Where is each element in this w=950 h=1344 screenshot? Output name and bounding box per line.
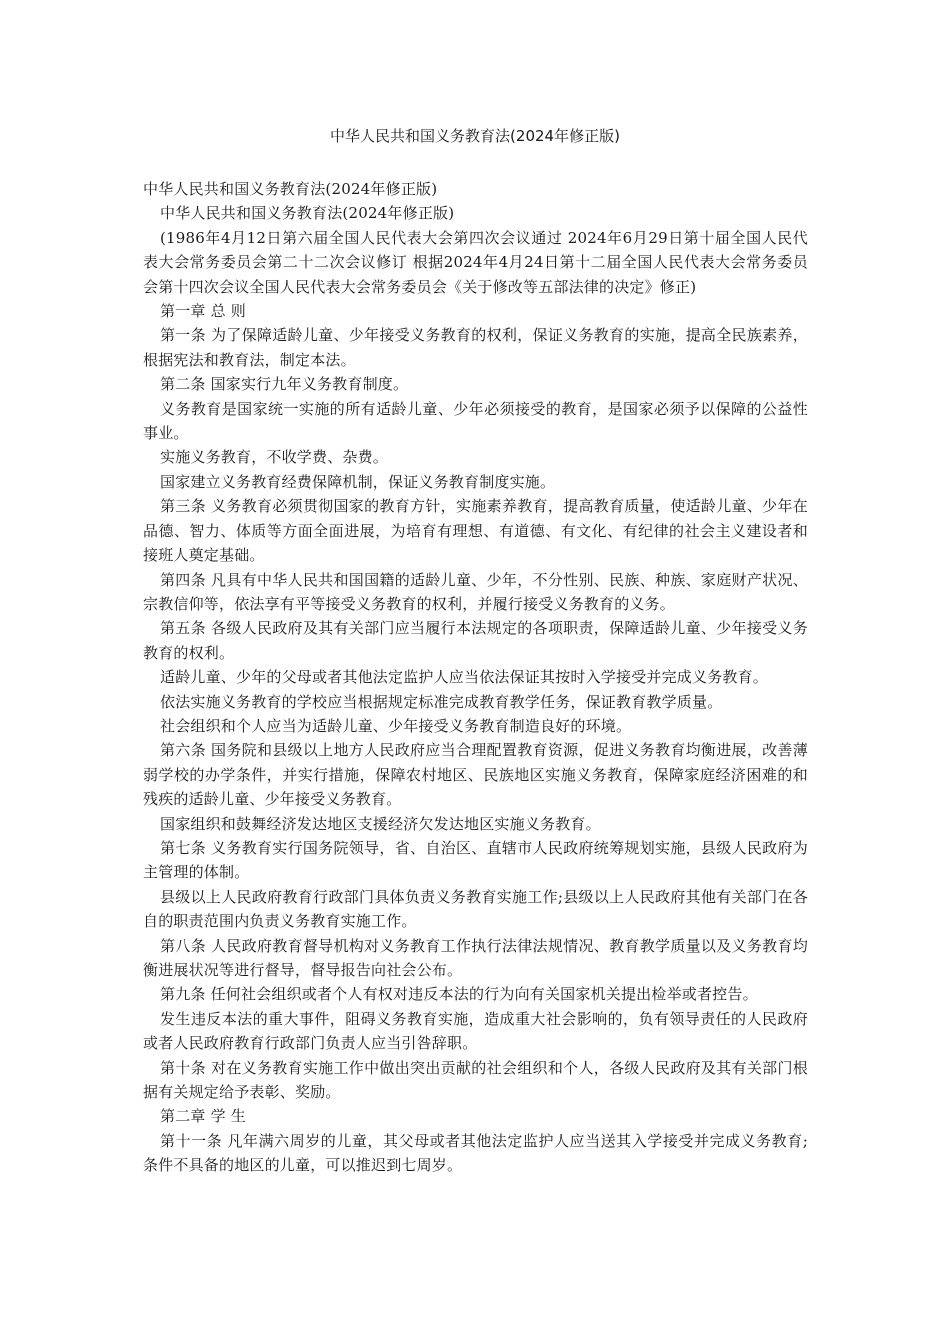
document-body [143,177,808,1178]
amendment-note: (1986年4月12日第六届全国人民代表大会第四次会议通过 2024年6月29日第十届全国人民代表大会常务委员会第二十二次会议修订 根据2024年4月24日第十二届全国人民代表大会常务委员会第十四次会议全国人民代表大会常务委员会《关于修改等五部法律的决定》修正) [143,228,808,296]
article-paragraph: 社会组织和个人应当为适龄儿童、少年接受义务教育制造良好的环境。 [160,716,632,735]
article-paragraph: 适龄儿童、少年的父母或者其他法定监护人应当依法保证其按时入学接受并完成义务教育。 [160,668,769,687]
article-paragraph: 第十条 对在义务教育实施工作中做出突出贡献的社会组织和个人，各级人民政府及其有关部门根据有关规定给予表彰、奖励。 [143,1058,808,1102]
article-paragraph: 第二条 国家实行九年义务教育制度。 [160,375,409,394]
article-paragraph: 第一条 为了保障适龄儿童、少年接受义务教育的权利，保证义务教育的实施，提高全民族素养，根据宪法和教育法，制定本法。 [143,326,808,369]
article-paragraph: 国家建立义务教育经费保障机制，保证义务教育制度实施。 [160,472,556,491]
article-paragraph: 县级以上人民政府教育行政部门具体负责义务教育实施工作;县级以上人民政府其他有关部门在各自的职责范围内负责义务教育实施工作。 [143,887,808,931]
article-paragraph: 第八条 人民政府教育督导机构对义务教育工作执行法律法规情况、教育教学质量以及义务教育均衡进展状况等进行督导，督导报告向社会公布。 [143,936,808,979]
article-paragraph: 第四条 凡具有中华人民共和国国籍的适龄儿童、少年，不分性别、民族、种族、家庭财产状况、宗教信仰等，依法享有平等接受义务教育的权利，并履行接受义务教育的义务。 [143,570,808,613]
article-paragraph: 第十一条 凡年满六周岁的儿童，其父母或者其他法定监护人应当送其入学接受并完成义务教育;条件不具备的地区的儿童，可以推迟到七周岁。 [143,1131,808,1175]
article-paragraph: 实施义务教育，不收学费、杂费。 [160,448,389,467]
article-paragraph: 第九条 任何社会组织或者个人有权对违反本法的行为向有关国家机关提出检举或者控告。 [160,985,758,1004]
heading-repeat: 中华人民共和国义务教育法(2024年修正版) [143,180,438,198]
article-paragraph: 国家组织和鼓舞经济发达地区支援经济欠发达地区实施义务教育。 [160,814,601,833]
chapter-heading: 第二章 学 生 [160,1107,246,1126]
article-paragraph: 第三条 义务教育必须贯彻国家的教育方针，实施素养教育，提高教育质量，使适龄儿童、少年在品德、智力、体质等方面全面进展，为培育有理想、有道德、有文化、有纪律的社会主义建设者和接班人奠定基础。 [143,497,808,565]
article-paragraph: 第五条 各级人民政府及其有关部门应当履行本法规定的各项职责，保障适龄儿童、少年接受义务教育的权利。 [143,619,808,662]
heading-repeat-indented: 中华人民共和国义务教育法(2024年修正版) [160,204,455,223]
article-paragraph: 第七条 义务教育实行国务院领导，省、自治区、直辖市人民政府统筹规划实施，县级人民政府为主管理的体制。 [143,838,808,882]
article-paragraph: 第六条 国务院和县级以上地方人民政府应当合理配置教育资源，促进义务教育均衡进展，改善薄弱学校的办学条件，并实行措施，保障农村地区、民族地区实施义务教育，保障家庭经济困难的和残疾的适龄儿童、少年接受义务教育。 [143,741,808,809]
article-paragraph: 发生违反本法的重大事件，阻碍义务教育实施，造成重大社会影响的，负有领导责任的人民政府或者人民政府教育行政部门负责人应当引咎辞职。 [143,1009,808,1053]
chapter-heading: 第一章 总 则 [160,302,246,321]
document-title: 中华人民共和国义务教育法(2024年修正版) [330,127,620,145]
article-paragraph: 依法实施义务教育的学校应当根据规定标准完成教育教学任务，保证教育教学质量。 [160,692,723,711]
article-paragraph: 义务教育是国家统一实施的所有适龄儿童、少年必须接受的教育，是国家必须予以保障的公益性事业。 [143,399,808,443]
